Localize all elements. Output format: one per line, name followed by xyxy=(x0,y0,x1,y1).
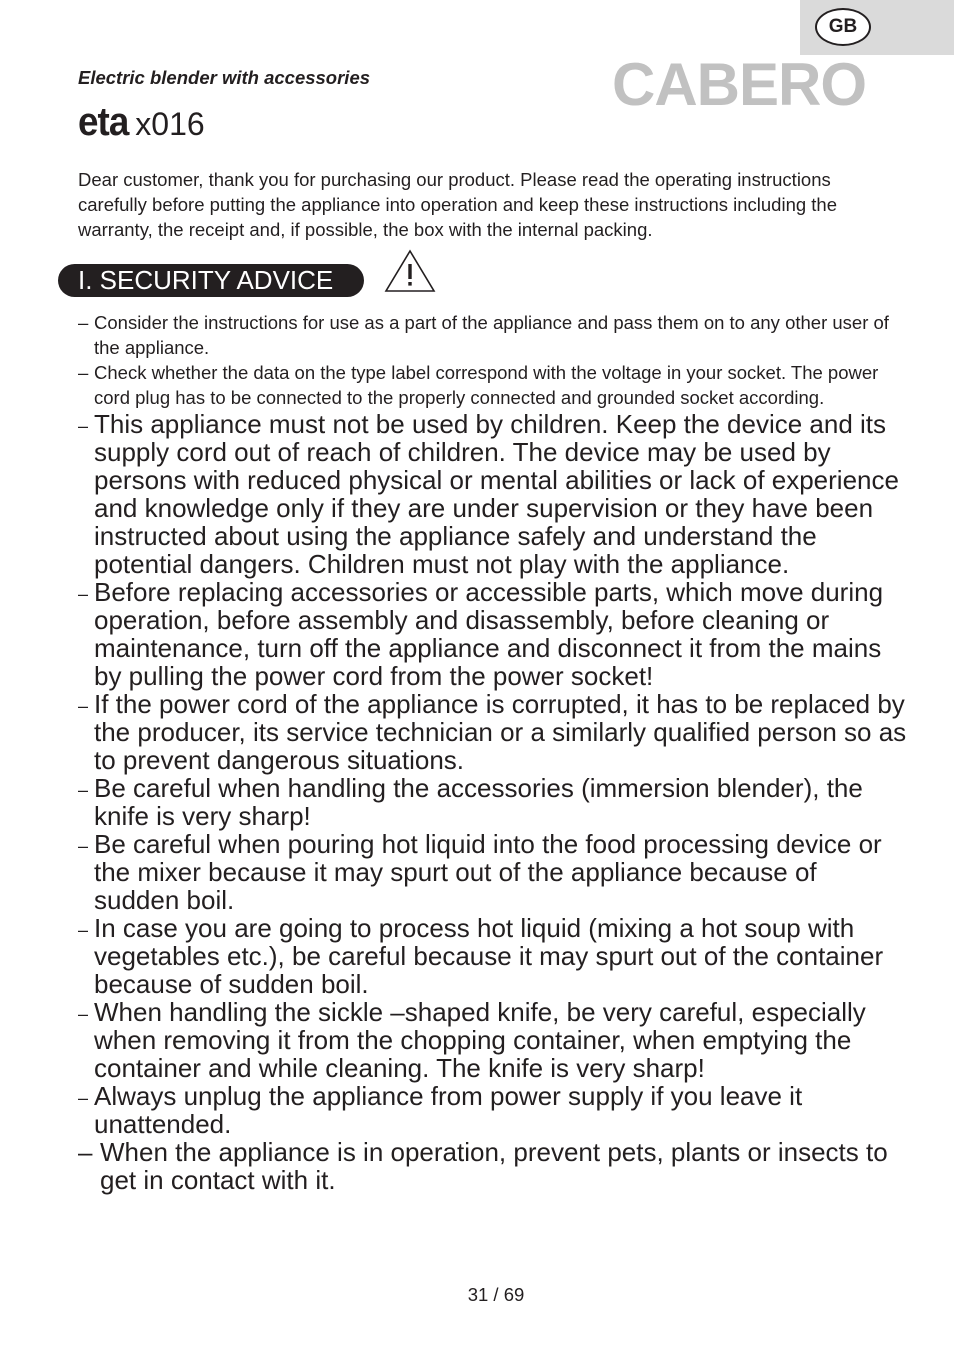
brand-watermark: CABERO xyxy=(612,51,867,118)
list-item: – Always unplug the appliance from power supply if you leave it unattended. xyxy=(78,1081,803,1139)
list-item: – Check whether the data on the type label correspond with the voltage in your socket. The power cord plug has to be connected to the properly connected and grounded socket according. xyxy=(78,362,879,408)
language-badge: GB xyxy=(815,8,871,46)
warning-triangle-icon xyxy=(384,249,436,298)
model-number: x016 xyxy=(135,106,205,142)
list-item: – In case you are going to process hot liquid (mixing a hot soup with vegetables etc.), be careful because it may spurt out of the container because of sudden boil. xyxy=(78,913,884,999)
model-title xyxy=(78,100,205,145)
model-brand: eta xyxy=(78,100,129,144)
section-heading: I. SECURITY ADVICE xyxy=(58,264,364,297)
list-item: – This appliance must not be used by children. Keep the device and its supply cord out of reach of children. The device may be used by persons with reduced physical or mental abilities or lack of experience and knowledge only if they are under supervision or they have been instructed about using the appliance safely and understand the potential dangers. Children must not play with the appliance. xyxy=(78,409,899,579)
page-number: 31 / 69 xyxy=(467,1284,525,1305)
list-item: – Be careful when handling the accessories (immersion blender), the knife is very sharp! xyxy=(78,773,863,831)
document-subtitle: Electric blender with accessories xyxy=(78,67,371,88)
safety-list xyxy=(78,310,908,1194)
intro-paragraph: Dear customer, thank you for purchasing our product. Please read the operating instructions carefully before putting the appliance into operation and keep these instructions including the warranty, the receipt and, if possible, the box with the internal packing. xyxy=(78,169,838,240)
list-item: – Be careful when pouring hot liquid into the food processing device or the mixer because it may spurt out of the appliance because of sudden boil. xyxy=(78,829,882,915)
list-item: – If the power cord of the appliance is corrupted, it has to be replaced by the producer, its service technician or a similarly qualified person so as to prevent dangerous situations. xyxy=(78,689,907,775)
list-item: – Consider the instructions for use as a part of the appliance and pass them on to any other user of the appliance. xyxy=(78,312,889,358)
list-item: – Before replacing accessories or accessible parts, which move during operation, before assembly and disassembly, before cleaning or maintenance, turn off the appliance and disconnect it from the mains by pulling the power cord from the power socket! xyxy=(78,577,884,691)
list-item: – When handling the sickle –shaped knife, be very careful, especially when removing it from the chopping container, when emptying the container and while cleaning. The knife is very sharp! xyxy=(78,997,866,1083)
list-item: – When the appliance is in operation, prevent pets, plants or insects to get in contact with it. xyxy=(78,1137,888,1195)
